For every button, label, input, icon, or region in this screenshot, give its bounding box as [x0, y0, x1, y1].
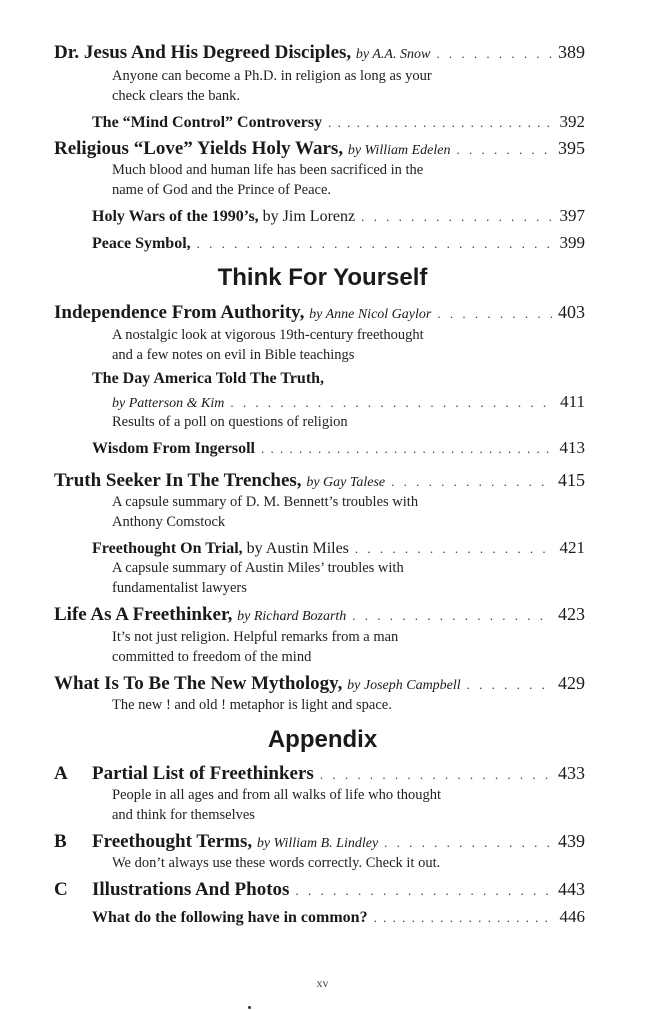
entry-page: 415	[558, 470, 585, 490]
section-heading-appendix: Appendix	[267, 726, 378, 753]
entry-title: Independence From Authority,	[54, 302, 305, 323]
entry-page: 433	[558, 763, 585, 783]
dot-leader	[355, 541, 554, 557]
toc-entry-appendix-b	[54, 831, 585, 853]
entry-page: 403	[558, 302, 585, 322]
toc-entry-day-america-author	[112, 392, 585, 412]
entry-description: committed to freedom of the mind	[112, 649, 312, 665]
entry-title: Wisdom From Ingersoll	[92, 440, 255, 457]
appendix-letter: C	[54, 879, 68, 900]
entry-description: Much blood and human life has been sacrificed in the	[112, 162, 424, 178]
print-speck	[248, 1006, 251, 1009]
entry-page: 421	[559, 538, 585, 557]
toc-entry-appendix-a	[54, 763, 585, 785]
entry-author: by Patterson & Kim	[112, 396, 225, 411]
entry-description: The new ! and old ! metaphor is light and space.	[112, 697, 392, 713]
entry-page: 429	[558, 673, 585, 693]
entry-title: What do the following have in common?	[92, 909, 368, 926]
entry-author: by William B. Lindley	[256, 836, 379, 851]
appendix-letter: A	[54, 763, 68, 784]
entry-title: Religious “Love” Yields Holy Wars,	[54, 138, 344, 159]
entry-description: People in all ages and from all walks of life who thought	[112, 787, 441, 803]
entry-author: by William Edelen	[347, 143, 451, 158]
entry-author: by Richard Bozarth	[237, 609, 347, 624]
entry-title: Life As A Freethinker,	[54, 604, 233, 625]
entry-title: The Day America Told The Truth,	[92, 370, 325, 387]
entry-description: Anthony Comstock	[112, 514, 226, 530]
dot-leader	[437, 306, 552, 322]
dot-leader	[361, 209, 553, 225]
entry-description: fundamentalist lawyers	[112, 580, 247, 596]
entry-description: name of God and the Prince of Peace.	[112, 182, 332, 198]
toc-entry-peace-symbol	[92, 233, 585, 253]
entry-title: Illustrations And Photos	[92, 879, 290, 900]
entry-description: and a few notes on evil in Bible teachings	[112, 347, 355, 363]
toc-entry-appendix-c	[54, 879, 585, 901]
dot-leader	[456, 142, 552, 158]
entry-description: We don’t always use these words correctly. Check it out.	[112, 855, 441, 871]
toc-entry-mind-control	[92, 112, 585, 132]
dot-leader	[374, 910, 554, 926]
dot-leader	[320, 767, 552, 783]
appendix-letter: B	[54, 831, 67, 852]
toc-entry-freethought-trial	[92, 538, 585, 558]
toc-entry-dr-jesus	[54, 42, 585, 64]
entry-description: A capsule summary of Austin Miles’ troubles with	[112, 560, 404, 576]
toc-entry-ingersoll	[92, 438, 585, 458]
entry-title: Truth Seeker In The Trenches,	[54, 470, 302, 491]
dot-leader	[230, 395, 554, 411]
entry-page: 389	[558, 42, 585, 62]
entry-page: 392	[559, 112, 585, 131]
entry-page: 399	[559, 233, 585, 252]
entry-title: Freethought Terms,	[92, 831, 253, 852]
page-number-footer: xv	[316, 976, 329, 990]
entry-title: Freethought On Trial,	[92, 540, 243, 557]
toc-entry-independence	[54, 302, 585, 324]
entry-author: by Gay Talese	[306, 475, 386, 490]
entry-author: by Anne Nicol Gaylor	[309, 307, 432, 322]
toc-entry-what-in-common	[92, 907, 585, 927]
entry-title: The “Mind Control” Controversy	[92, 114, 323, 131]
entry-description: Anyone can become a Ph.D. in religion as long as your	[112, 68, 432, 84]
entry-page: 413	[559, 438, 585, 457]
entry-description: A nostalgic look at vigorous 19th-century freethought	[112, 327, 424, 343]
dot-leader	[352, 608, 552, 624]
entry-author: by A.A. Snow	[355, 47, 431, 62]
entry-title: Dr. Jesus And His Degreed Disciples,	[54, 42, 352, 63]
entry-title: Peace Symbol,	[92, 235, 191, 252]
toc-entry-truth-seeker	[54, 470, 585, 492]
entry-title: Partial List of Freethinkers	[92, 763, 314, 784]
dot-leader	[295, 883, 552, 899]
toc-entry-holy-wars	[92, 206, 585, 226]
entry-author: by Jim Lorenz	[262, 208, 356, 225]
dot-leader	[384, 835, 552, 851]
dot-leader	[467, 677, 552, 693]
entry-page: 395	[558, 138, 585, 158]
entry-title: What Is To Be The New Mythology,	[54, 673, 343, 694]
entry-description: It’s not just religion. Helpful remarks from a man	[112, 629, 399, 645]
dot-leader	[328, 115, 553, 131]
entry-description: Results of a poll on questions of religion	[112, 414, 348, 430]
dot-leader	[197, 236, 554, 252]
entry-page: 397	[559, 206, 585, 225]
dot-leader	[436, 46, 552, 62]
entry-author: by Joseph Campbell	[347, 678, 461, 693]
dot-leader	[261, 441, 554, 457]
entry-page: 439	[558, 831, 585, 851]
entry-page: 446	[559, 907, 585, 926]
entry-page: 423	[558, 604, 585, 624]
entry-description: A capsule summary of D. M. Bennett’s troubles with	[112, 494, 419, 510]
entry-page: 411	[560, 392, 585, 411]
entry-description: and think for themselves	[112, 807, 255, 823]
entry-title: Holy Wars of the 1990’s,	[92, 208, 259, 225]
dot-leader	[391, 474, 552, 490]
entry-description: check clears the bank.	[112, 88, 241, 104]
section-heading-think-for-yourself: Think For Yourself	[217, 264, 428, 291]
toc-entry-day-america	[92, 370, 585, 388]
entry-author: by Austin Miles	[246, 540, 349, 557]
entry-page: 443	[558, 879, 585, 899]
toc-entry-new-mythology	[54, 673, 585, 695]
toc-entry-religious-love	[54, 138, 585, 160]
toc-entry-life-freethinker	[54, 604, 585, 626]
